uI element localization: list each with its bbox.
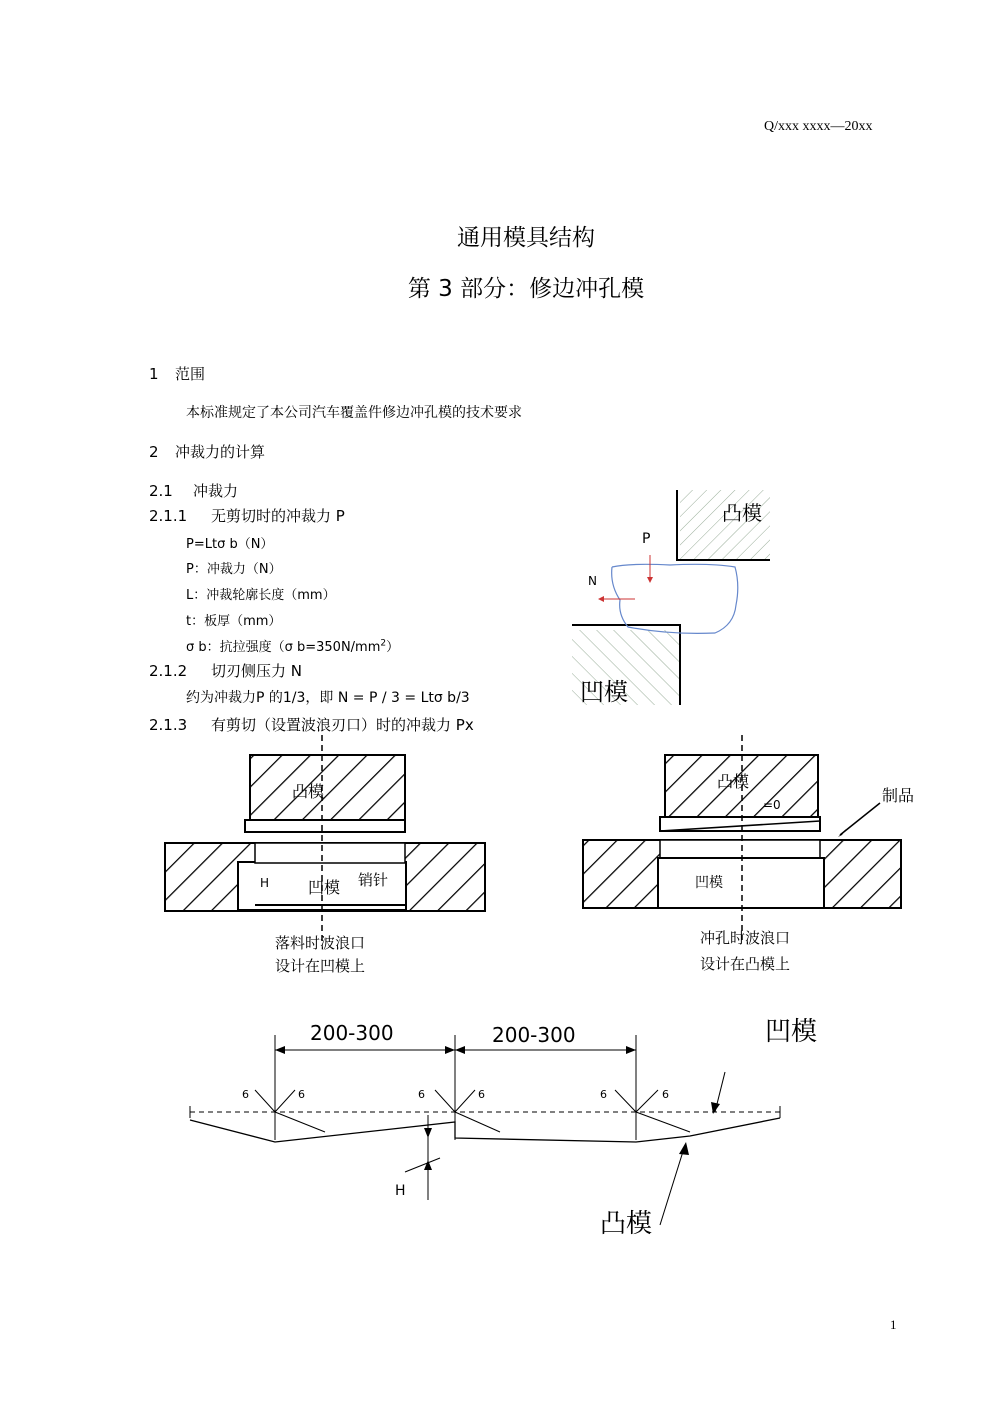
dimension-1: 200-300 (310, 1021, 394, 1045)
die-label: 凹模 (765, 1017, 818, 1047)
section-title: 无剪切时的冲裁力 P (211, 507, 345, 525)
force-n-label: N (588, 574, 597, 588)
die-label: 凹模 (580, 678, 628, 706)
section-number: 2 (149, 443, 159, 461)
punch-label: 凸模 (292, 782, 325, 801)
six-mark: 6 (478, 1088, 485, 1101)
force-p-label: P (642, 531, 651, 547)
section-number: 2.1.1 (149, 507, 188, 525)
page-number: 1 (890, 1317, 897, 1332)
section-2-1-1-heading (149, 505, 345, 526)
figure-punch-die-forces (570, 485, 770, 710)
die-label: 凹模 (308, 878, 341, 897)
pin-label: 销针 (358, 871, 389, 889)
caption-line-2: 设计在凹模上 (275, 957, 366, 975)
formula-line: P=Ltσ b（N） (186, 537, 274, 552)
figure-blanking-die (160, 735, 490, 980)
section-title: 冲裁力的计算 (175, 443, 266, 461)
section-number: 2.1.2 (149, 662, 188, 680)
formula-line: t：板厚（mm） (186, 614, 282, 629)
section-number: 1 (149, 365, 159, 383)
caption-line-1: 落料时波浪口 (275, 934, 366, 952)
formula-line: L：冲裁轮廓长度（mm） (186, 588, 336, 603)
six-mark: 6 (662, 1088, 669, 1101)
section-2-1-2-heading (149, 660, 302, 681)
six-mark: 6 (600, 1088, 607, 1101)
section-title: 范围 (175, 365, 206, 383)
formula-line: σ b：抗拉强度（σ $b=350N/mm^2$） (186, 638, 400, 655)
section-number: 2.1.3 (149, 716, 188, 734)
punch-label: 凸模 (600, 1209, 653, 1239)
figure-piercing-punch (580, 735, 930, 980)
document-title: 通用模具结构 (457, 225, 595, 251)
dimension-2: 200-300 (492, 1023, 576, 1047)
section-title: 切刃侧压力 N (211, 662, 302, 680)
section-title: 有剪切（设置波浪刃口）时的冲裁力 Px (211, 716, 474, 734)
section-2-heading (149, 441, 265, 462)
six-mark: 6 (298, 1088, 305, 1101)
h-label: H (260, 876, 270, 890)
section-2-1-2-body: 约为冲裁力P 的1/3，即 N = P / 3 = Ltσ b/3 (186, 690, 470, 706)
section-2-1-3-heading (149, 714, 474, 735)
section-number: 2.1 (149, 482, 173, 500)
document-subtitle: 第 3 部分：修边冲孔模 (407, 276, 645, 302)
section-1-heading (149, 363, 205, 384)
six-mark: 6 (418, 1088, 425, 1101)
caption-line-1: 冲孔时波浪口 (700, 929, 791, 947)
six-mark: 6 (242, 1088, 249, 1101)
part-label: 制品 (882, 786, 915, 805)
caption-line-2: 设计在凸模上 (700, 955, 791, 973)
figure-wave-edge-profile (190, 1010, 830, 1250)
eq-label: =0 (763, 798, 781, 812)
section-title: 冲裁力 (193, 482, 239, 500)
section-2-1-heading (149, 480, 238, 501)
punch-label: 凸模 (722, 501, 762, 525)
document-code: Q/xxx xxxx—20xx (764, 119, 873, 134)
punch-label: 凸模 (717, 772, 750, 791)
die-label: 凹模 (695, 875, 723, 891)
h-label: H (395, 1183, 406, 1199)
section-1-body: 本标准规定了本公司汽车覆盖件修边冲孔模的技术要求 (186, 405, 522, 421)
formula-line: P：冲裁力（N） (186, 562, 282, 577)
